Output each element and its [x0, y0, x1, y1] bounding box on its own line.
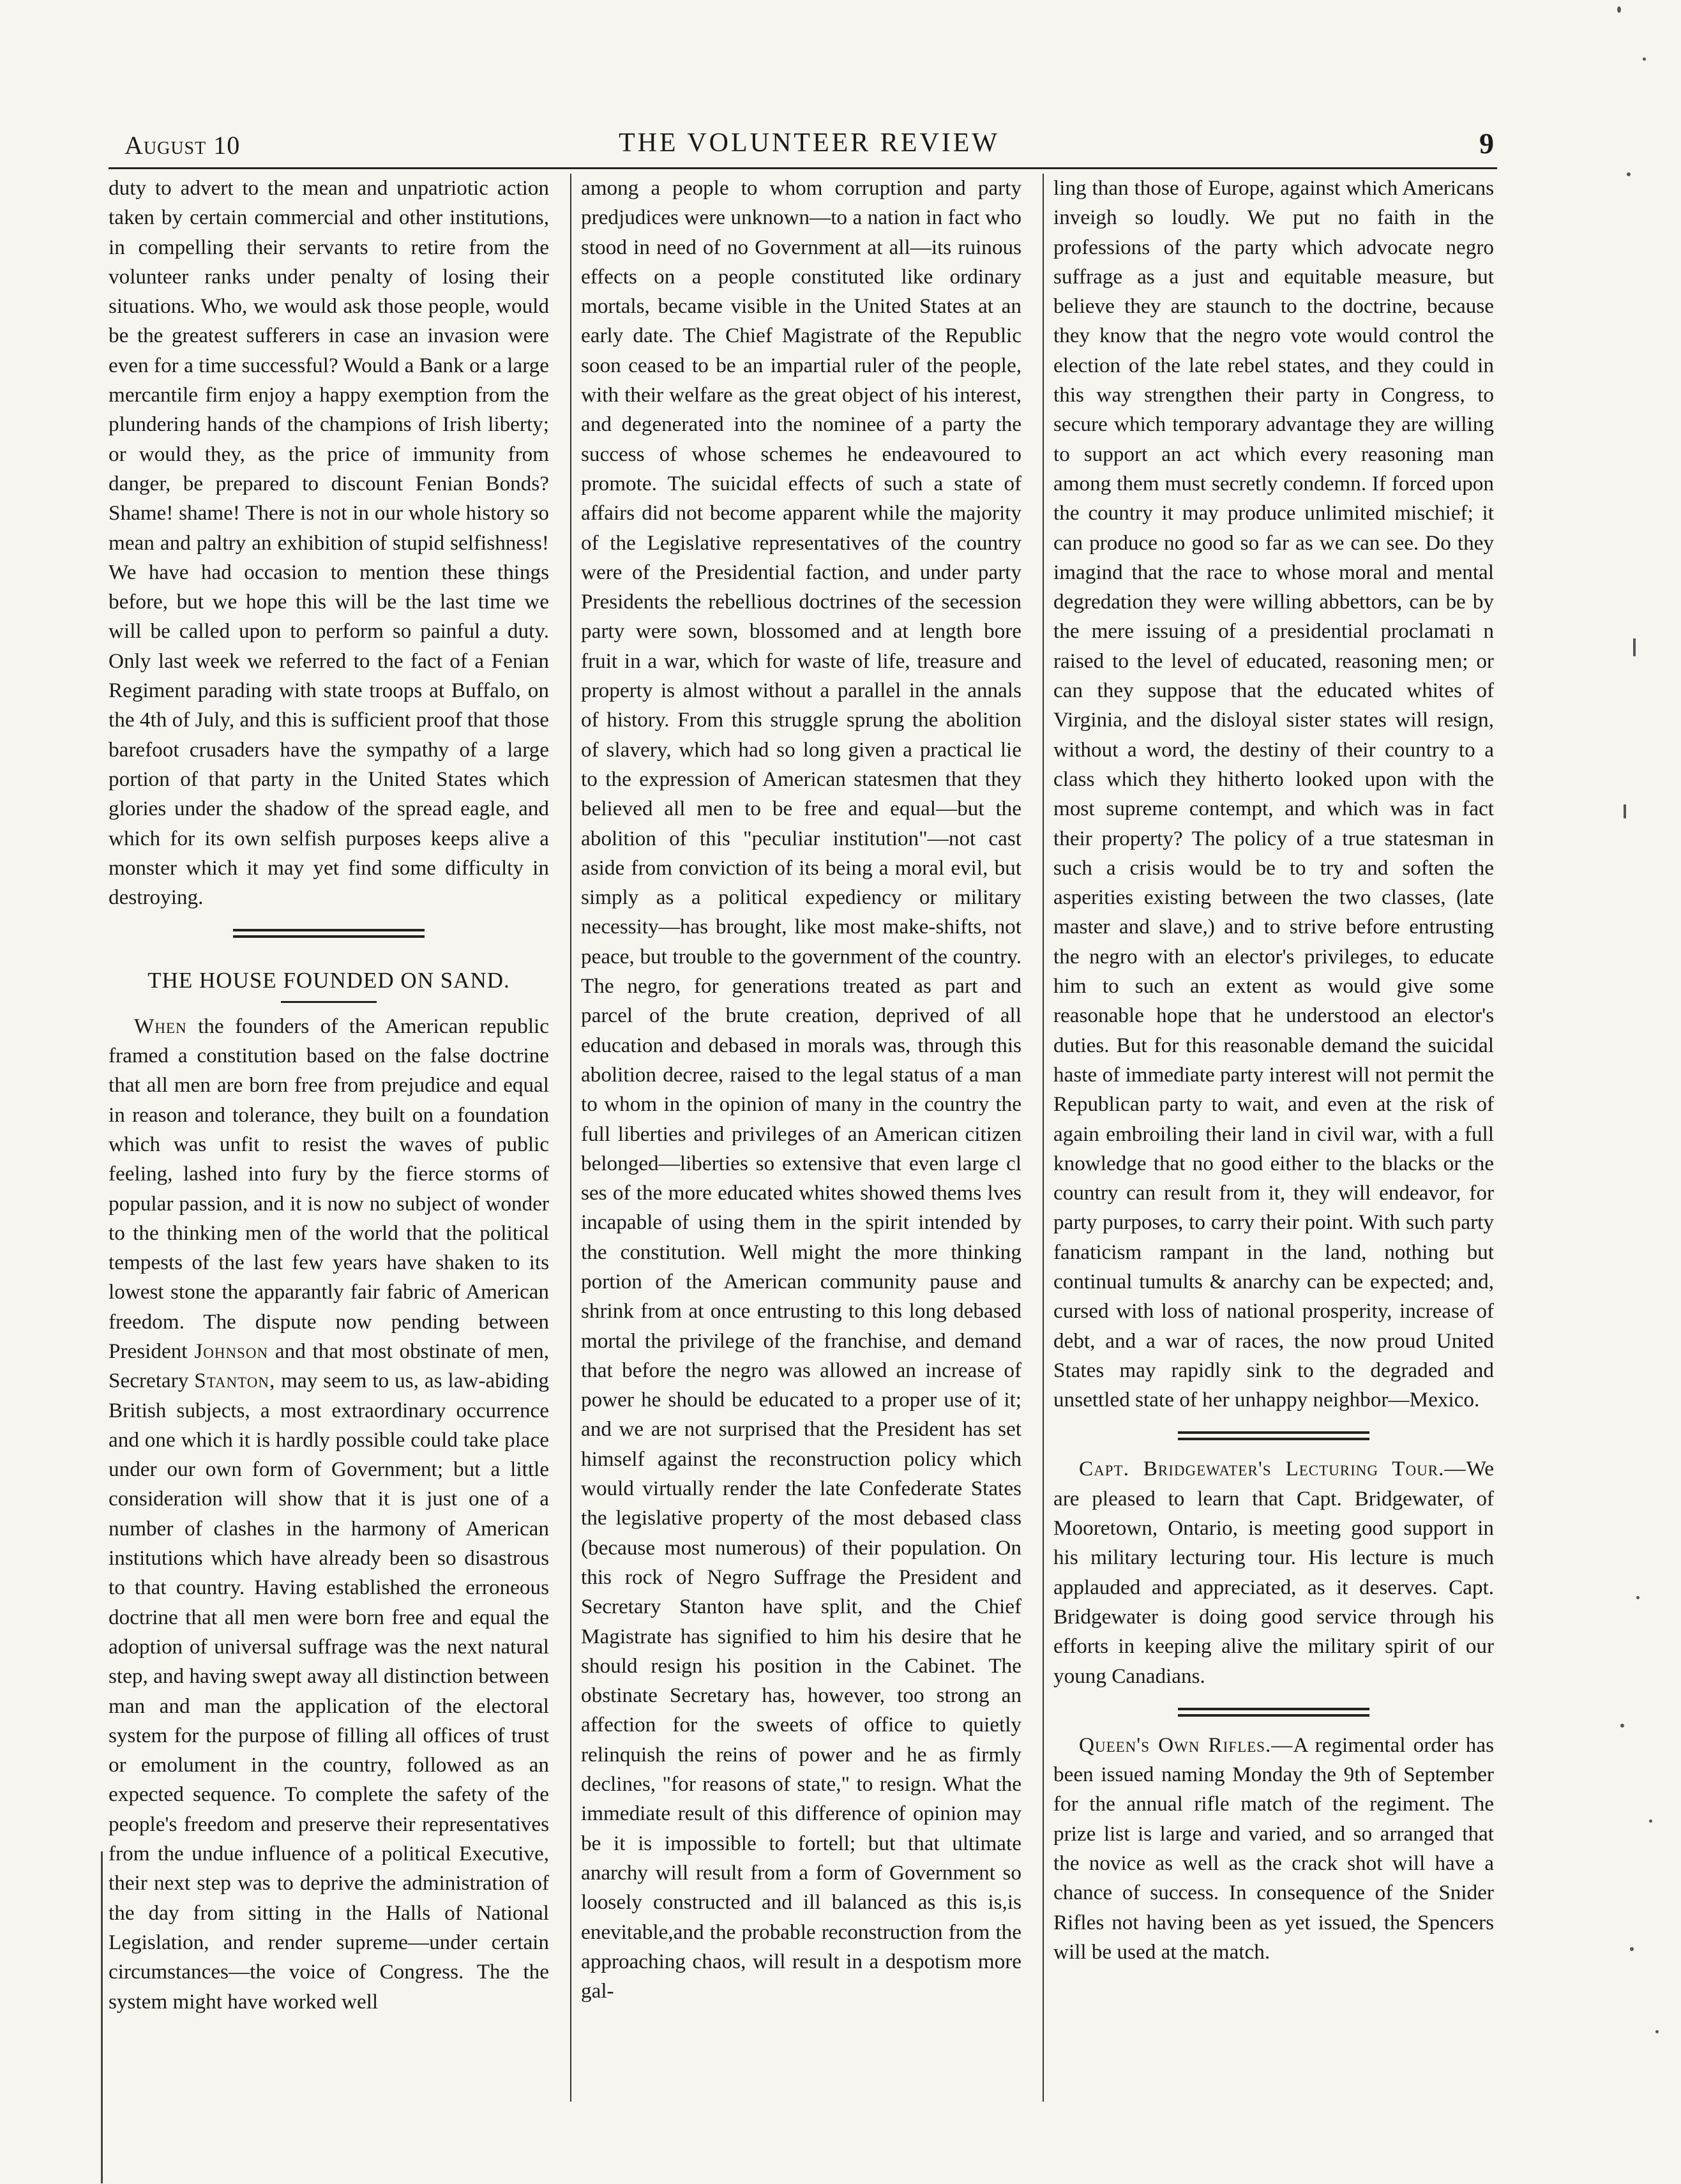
scan-speck [1627, 172, 1631, 176]
section-divider [1178, 1708, 1369, 1717]
news-item [1053, 1454, 1494, 1691]
section-divider [233, 929, 425, 938]
publication-title: THE VOLUNTEER REVIEW [618, 128, 1000, 158]
paragraph: ling than those of Europe, against which Americans inveigh so loudly. We put no faith in the professions of the party which advocate negro suffrage as a just and equitable measure, but believe they are staunch to the doctrine, because they know that the negro vote would control the election of the late rebel states, and they could in this way strengthen their party in Congress, to secure which temporary advantage they are willing to support an act which every reasoning man among them must secretly condemn. If forced upon the country it may produce unlimited mischief; it can produce no good so far as we can see. Do they imagind that the race to whose moral and mental degredation they were willing abbettors, can be by the mere issuing of a presidential proclamati n raised to the level of educated, reasoning men; or can they suppose that the educated whites of Virginia, and the disloyal sister states will resign, without a word, the destiny of their country to a class which they hitherto looked upon with the most supreme contempt, and which was in fact their property? The policy of a true statesman in such a crisis would be to try and soften the asperities existing between the two classes, (late master and slave,) and to strive before entrusting the negro with an elector's privileges, to educate him to such an extent as would give some reasonable hope that he understood an elector's duties. But for this reasonable demand the suicidal haste of immediate party interest will not permit the Republican party to wait, and even at the risk of again embroiling their land in civil war, with a full knowledge that no good either to the blacks or the country can result from it, they will endeavor, for party purposes, to carry their point. With such party fanaticism rampant in the land, nothing but continual tumults & anarchy can be expected; and, cursed with loss of national prosperity, increase of debt, and a war of races, the now proud United States may rapidly sink to the degraded and unsettled state of her unhappy neighbor—Mexico. [1053, 176, 1494, 1412]
header-rule [109, 167, 1497, 169]
page-number: 9 [1479, 127, 1494, 160]
text-run: and that most obstinate of men, Secretary [109, 1339, 549, 1393]
page-header [124, 121, 1494, 166]
scan-edge-mark [101, 1851, 103, 2183]
heading-rule [281, 1001, 377, 1003]
scan-speck [1643, 57, 1646, 61]
column-divider [1043, 174, 1044, 2102]
scan-speck [1655, 2030, 1659, 2033]
scan-speck [1630, 1947, 1634, 1951]
news-item-body: A regimental order has been issued naming Monday the 9th of September for the annual rifle match of the regiment. The prize list is large and varied, and so arranged that the novice as well as the crack shot will have a chance of success. In consequence of the Snider Rifles not having been as yet issued, the Spencers will be used at the match. [1053, 1733, 1494, 1964]
name-stanton: Stanton, [194, 1369, 276, 1393]
lead-word: When [134, 1014, 187, 1038]
news-item [1053, 1731, 1494, 1967]
scan-speck [1649, 1819, 1652, 1823]
column-1 [109, 174, 549, 2102]
news-item-body: We are pleased to learn that Capt. Bridgewater, of Mooretown, Ontario, is meeting good support in his military lecturing tour. His lecture is much applauded and appreciated, as it deserves. Capt. Bridgewater is doing good service through his efforts in keeping alive the military spirit of our young Canadians. [1053, 1457, 1494, 1688]
column-3 [1053, 174, 1494, 2102]
scan-speck [1633, 638, 1636, 656]
issue-date: August 10 [124, 131, 241, 160]
article-heading: THE HOUSE FOUNDED ON SAND. [147, 968, 510, 993]
text-run: the founders of the American republic framed a constitution based on the false doctrine that all men are born free from prejudice and equal in reason and tolerance, they built on a foundation which was unfit to resist the waves of public feeling, lashed into fury by the fierce storms of popular passion, and it is now no subject of wonder to the thinking men of the world that the political tempests of the last few years have shaken to its lowest stone the apparantly fair fabric of American freedom. The dispute now pending between President [109, 1014, 549, 1363]
column-divider [570, 174, 571, 2102]
paragraph: among a people to whom corruption and party predjudices were unknown—to a nation in fact who stood in need of no Government at all—its ruinous effects on a people constituted like ordinary mortals, became visible in the United States at an early date. The Chief Magistrate of the Republic soon ceased to be an impartial ruler of the people, with their welfare as the great object of his interest, and degenerated into the nominee of a party the success of whose schemes he endeavoured to promote. The suicidal effects of such a state of affairs did not become apparent while the majority of the Legislative representatives of the country were of the Presidential faction, and under party Presidents the rebellious doctrines of the secession party were sown, blossomed and at length bore fruit in a war, which for waste of life, treasure and property is almost without a parallel in the annals of history. From this struggle sprung the abolition of slavery, which had so long given a practical lie to the expression of American statesmen that they believed all men to be free and equal—but the abolition of this "peculiar institution"—not cast aside from conviction of its being a moral evil, but simply as a political expediency or military necessity—has brought, like most make-shifts, not peace, but trouble to the government of the country. The negro, for generations treated as part and parcel of the brute creation, deprived of all education and debased in morals was, through this abolition decree, raised to the legal status of a man to whom in the opinion of many in the country the full liberties and privileges of an American citizen belonged—liberties so extensive that even large cl ses of the more educated whites showed thems lves incapable of using them in the spirit intended by the constitution. Well might the more thinking portion of the American community pause and shrink from at once entrusting to this long debased mortal the privilege of the franchise, and demand that before the negro was allowed an increase of power he should be educated to a proper use of it; and we are not surprised that the President has set himself against the reconstruction policy which would virtually render the late Confederate States the legislative property of the most debased class (because most numerous) of their population. On this rock of Negro Suffrage the President and Secretary Stanton have split, and the Chief Magistrate has signified to him his desire that he should resign his position in the Cabinet. The obstinate Secretary has, however, too strong an affection for the sweets of office to quietly relinquish the reins of power and he as firmly declines, "for reasons of state," to resign. What the immediate result of this difference of opinion may be it is impossible to fortell; but that ultimate anarchy will result from a form of Government so loosely constructed and ill balanced as this is,is enevitable,and the probable reconstruction from the approaching chaos, will result in a despotism more gal- [581, 176, 1021, 2003]
scan-noise [1604, 0, 1681, 2184]
column-2 [581, 174, 1021, 2102]
text-run: may seem to us, as law-abiding British subjects, a most extraordinary occurrence and one which it is hardly possible could take place under our own form of Government; but a little consideration will show that it is just one of a number of clashes in the harmony of American institutions which have already been so disastrous to that country. Having established the erroneous doctrine that all men were born free and equal the adoption of universal suffrage was the next natural step, and having swept away all distinction between man and man the application of the electoral system for the purpose of filling all offices of trust or emolument in the country, followed as an expected sequence. To complete the safety of the people's freedom and preserve their representatives from the undue influence of a political Executive, their next step was to deprive the administration of the day from sitting in the Halls of National Legislation, and render supreme—under certain circumstances—the voice of Congress. The the system might have worked well [109, 1369, 549, 2014]
paragraph: duty to advert to the mean and unpatriotic action taken by certain commercial and other institutions, in compelling their servants to retire from the volunteer ranks under penalty of losing their situations. Who, we would ask those people, would be the greatest sufferers in case an invasion were even for a time successful? Would a Bank or a large mercantile firm enjoy a happy exemption from the plundering hands of the champions of Irish liberty; or would they, as the price of immunity from danger, be prepared to discount Fenian Bonds? Shame! shame! There is not in our whole history so mean and paltry an exhibition of stupid selfishness! We have had occasion to mention these things before, but we hope this will be the last time we will be called upon to perform so painful a duty. Only last week we referred to the fact of a Fenian Regiment parading with state troops at Buffalo, on the 4th of July, and this is sufficient proof that those barefoot crusaders have the sympathy of a large portion of that party in the United States which glories under the shadow of the spread eagle, and which for its own selfish purposes keeps alive a monster which it may yet find some difficulty in destroying. [109, 176, 549, 910]
scan-speck [1624, 804, 1626, 818]
scan-speck [1620, 1724, 1624, 1728]
paragraph [109, 1012, 549, 2017]
section-divider [1178, 1431, 1369, 1440]
scan-speck [1617, 6, 1621, 13]
news-item-title: Capt. Bridgewater's Lecturing Tour.— [1079, 1457, 1466, 1481]
scan-speck [1636, 1596, 1640, 1599]
news-item-title: Queen's Own Rifles.— [1079, 1733, 1293, 1757]
name-johnson: Johnson [194, 1339, 269, 1363]
